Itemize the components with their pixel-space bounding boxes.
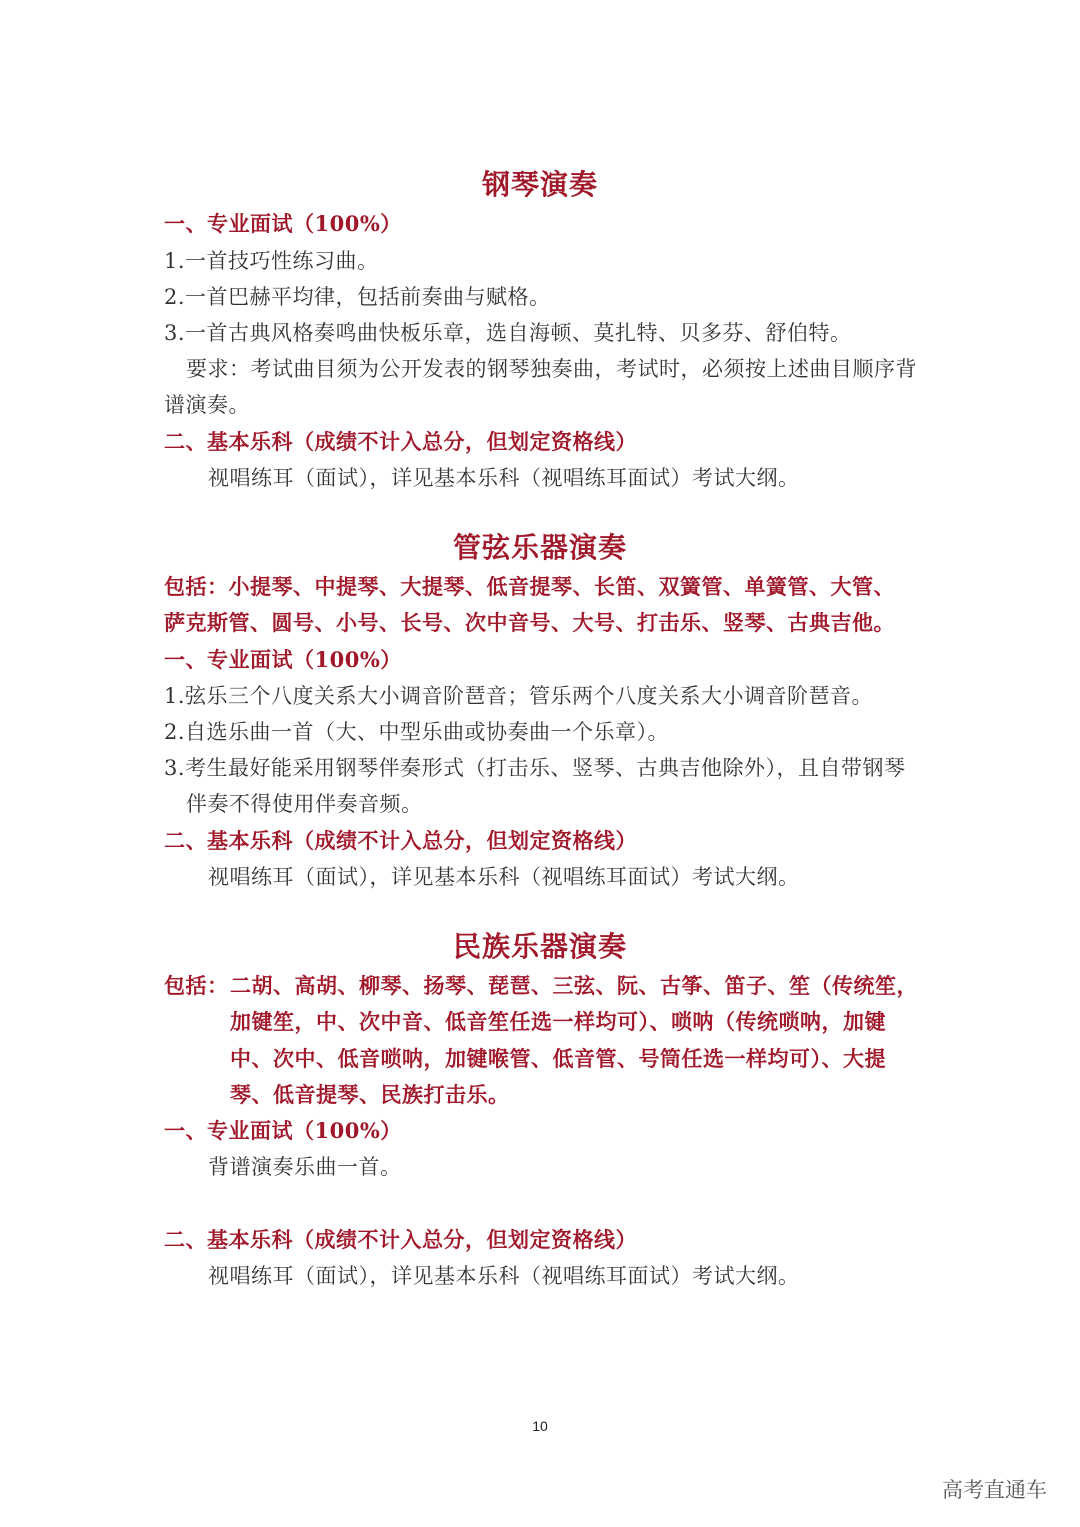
list-item: 伴奏不得使用伴奏音频。 bbox=[186, 792, 423, 816]
list-item: 3.考生最好能采用钢琴伴奏形式（打击乐、竖琴、古典吉他除外），且自带钢琴 bbox=[164, 756, 906, 780]
include-line: 包括：小提琴、中提琴、大提琴、低音提琴、长笛、双簧管、单簧管、大管、 bbox=[164, 574, 895, 599]
paragraph: 谱演奏。 bbox=[164, 393, 250, 417]
page-number: 10 bbox=[532, 1418, 548, 1434]
list-item: 1.弦乐三个八度关系大小调音阶琶音；管乐两个八度关系大小调音阶琶音。 bbox=[164, 684, 874, 708]
paragraph: 视唱练耳（面试），详见基本乐科（视唱练耳面试）考试大纲。 bbox=[208, 466, 800, 490]
section-title: 钢琴演奏 bbox=[481, 168, 598, 201]
include-line: 中、次中、低音唢呐，加键喉管、低音管、号筒任选一样均可）、大提 bbox=[230, 1046, 886, 1071]
paragraph: 要求：考试曲目须为公开发表的钢琴独奏曲，考试时，必须按上述曲目顺序背 bbox=[186, 357, 917, 381]
section-title: 民族乐器演奏 bbox=[452, 930, 627, 963]
include-line: 二胡、高胡、柳琴、扬琴、琵琶、三弦、阮、古筝、笛子、笙（传统笙， bbox=[230, 973, 918, 998]
list-item: 2.一首巴赫平均律，包括前奏曲与赋格。 bbox=[164, 285, 551, 309]
heading: 二、基本乐科（成绩不计入总分，但划定资格线） bbox=[164, 1227, 637, 1252]
include-line: 加键笙，中、次中音、低音笙任选一样均可）、唢呐（传统唢呐，加键 bbox=[230, 1009, 886, 1034]
paragraph: 背谱演奏乐曲一首。 bbox=[208, 1155, 402, 1179]
paragraph: 视唱练耳（面试），详见基本乐科（视唱练耳面试）考试大纲。 bbox=[208, 1264, 800, 1288]
heading: 一、专业面试（100%） bbox=[164, 211, 402, 236]
section-title: 管弦乐器演奏 bbox=[452, 531, 627, 564]
list-item: 1.一首技巧性练习曲。 bbox=[164, 249, 379, 273]
paragraph: 视唱练耳（面试），详见基本乐科（视唱练耳面试）考试大纲。 bbox=[208, 865, 800, 889]
include-line: 萨克斯管、圆号、小号、长号、次中音号、大号、打击乐、竖琴、古典吉他。 bbox=[164, 610, 895, 635]
heading: 一、专业面试（100%） bbox=[164, 647, 402, 672]
list-item: 3.一首古典风格奏鸣曲快板乐章，选自海顿、莫扎特、贝多芬、舒伯特。 bbox=[164, 321, 852, 345]
heading: 二、基本乐科（成绩不计入总分，但划定资格线） bbox=[164, 828, 637, 853]
include-label: 包括： bbox=[164, 973, 229, 998]
heading: 二、基本乐科（成绩不计入总分，但划定资格线） bbox=[164, 429, 637, 454]
list-item: 2.自选乐曲一首（大、中型乐曲或协奏曲一个乐章）。 bbox=[164, 720, 670, 744]
heading: 一、专业面试（100%） bbox=[164, 1118, 402, 1143]
watermark: 高考直通车 bbox=[942, 1478, 1047, 1502]
include-line: 琴、低音提琴、民族打击乐。 bbox=[230, 1082, 510, 1107]
